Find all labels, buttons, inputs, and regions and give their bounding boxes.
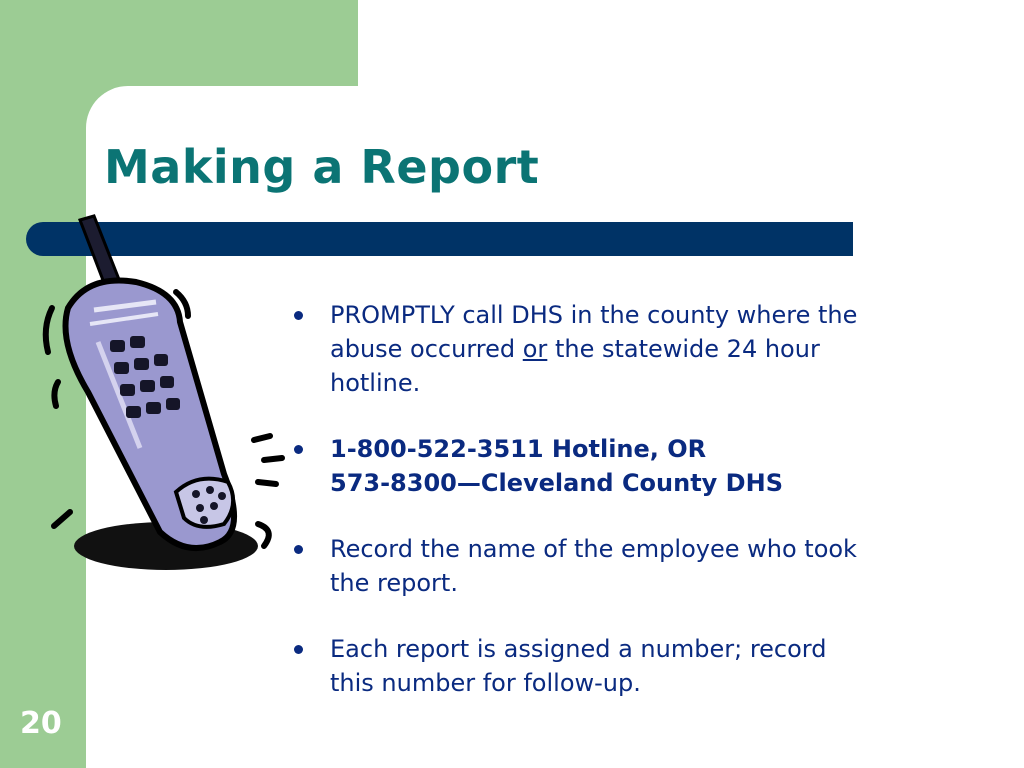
bullet-text: the statewide 24 hour hotline. (330, 335, 820, 397)
bullet-dot (294, 645, 303, 654)
bullet-dot (294, 545, 303, 554)
bullet-dot (294, 445, 303, 454)
bullet-item-hotline (292, 432, 872, 500)
bullet-dot (294, 311, 303, 320)
slide-number: 20 (20, 706, 62, 741)
bullet-list (292, 298, 872, 732)
bullet-text: PROMPTLY call DHS in the county where the abuse occurred (330, 301, 858, 363)
top-background (358, 0, 1024, 86)
county-number: 573-8300—Cleveland County DHS (330, 469, 783, 497)
bullet-item (292, 532, 872, 600)
bullet-item (292, 298, 872, 400)
slide-title: Making a Report (104, 140, 540, 194)
hotline-number: 1-800-522-3511 Hotline, OR (330, 435, 707, 463)
bullet-item (292, 632, 872, 700)
bullet-underlined-word: or (522, 335, 548, 363)
ringing-cell-phone-icon (28, 212, 288, 582)
bullet-text: Record the name of the employee who took the report. (330, 535, 857, 597)
bullet-text: Each report is assigned a number; record this number for follow-up. (330, 635, 827, 697)
